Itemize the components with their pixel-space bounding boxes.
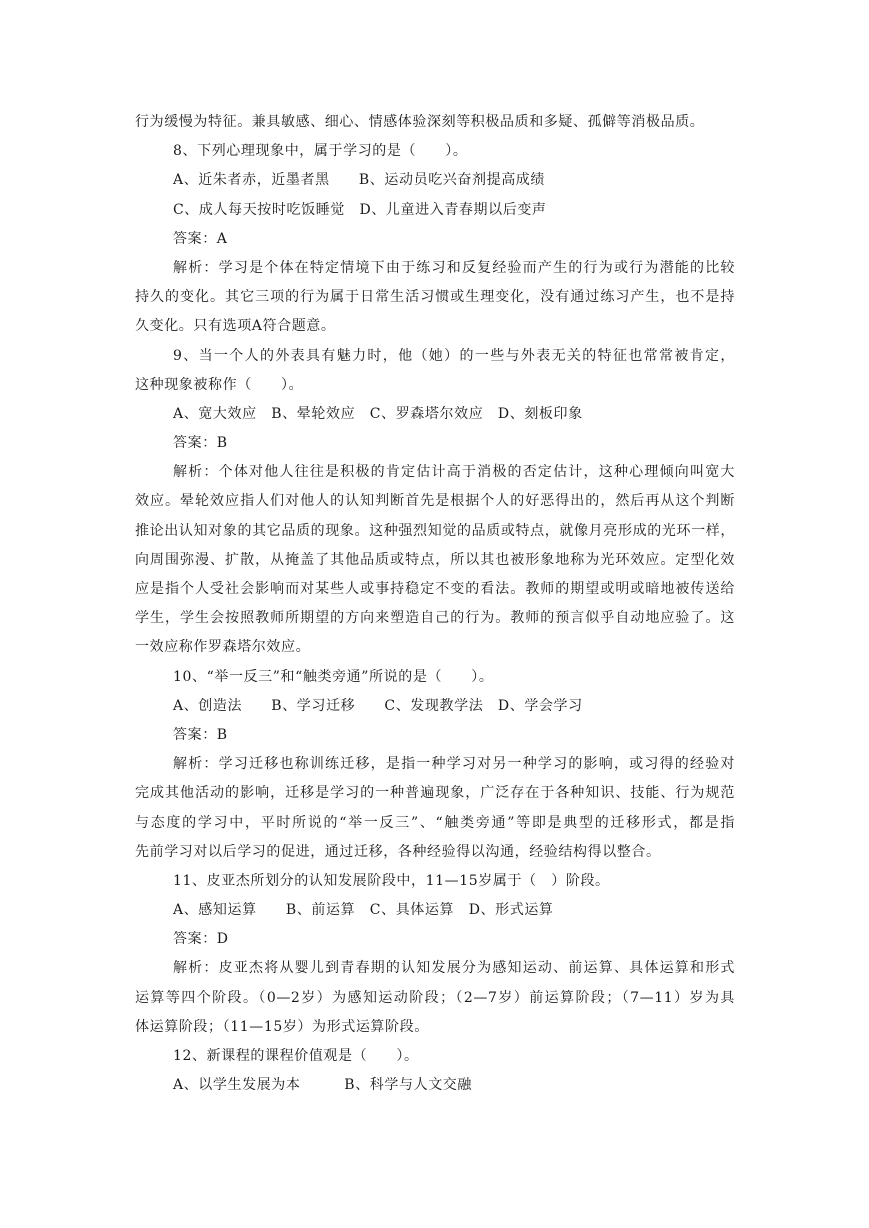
text-line: 与态度的学习中，平时所说的“举一反三”、“触类旁通”等即是典型的迁移形式，都是指: [135, 814, 735, 831]
text-line: 解析：学习迁移也称训练迁移，是指一种学习对另一种学习的影响，或习得的经验对: [173, 756, 735, 773]
text-line: 完成其他活动的影响，迁移是学习的一种普遍现象，广泛存在于各种知识、技能、行为规范: [135, 785, 735, 802]
text-line: 答案：B: [173, 435, 228, 452]
text-line: 向周围弥漫、扩散，从掩盖了其他品质或特点，所以其也被形象地称为光环效应。定型化效: [135, 551, 735, 568]
text-line: 解析：个体对他人往往是积极的肯定估计高于消极的否定估计，这种心理倾向叫宽大: [173, 464, 735, 481]
text-line: A、以学生发展为本 B、科学与人文交融: [173, 1077, 472, 1094]
text-line: 效应。晕轮效应指人们对他人的认知判断首先是根据个人的好恶得出的，然后再从这个判断: [135, 493, 735, 510]
text-line: 行为缓慢为特征。兼具敏感、细心、情感体验深刻等积极品质和多疑、孤僻等消极品质。: [135, 114, 705, 130]
text-line: 推论出认知对象的其它品质的现象。这种强烈知觉的品质或特点，就像月亮形成的光环一样，: [135, 522, 735, 539]
text-line: A、创造法 B、学习迁移 C、发现教学法 D、学会学习: [173, 697, 583, 714]
document-page: [135, 108, 735, 1100]
text-line: A、近朱者赤，近墨者黑 B、运动员吃兴奋剂提高成绩: [173, 172, 545, 189]
text-line: 答案：D: [173, 931, 229, 948]
text-line: 8、下列心理现象中，属于学习的是（ ）。: [173, 143, 468, 160]
text-line: A、感知运算 B、前运算 C、具体运算 D、形式运算: [173, 902, 554, 919]
text-line: 一效应称作罗森塔尔效应。: [135, 639, 311, 656]
text-line: 答案：A: [173, 230, 228, 247]
text-line: 答案：B: [173, 726, 228, 743]
text-line: 这种现象被称作（ ）。: [135, 376, 304, 393]
text-line: 学生，学生会按照教师所期望的方向来塑造自己的行为。教师的预言似乎自动地应验了。这: [135, 610, 735, 627]
text-line: 应是指个人受社会影响而对某些人或事持稳定不变的看法。教师的期望或明或暗地被传送给: [135, 581, 735, 597]
text-line: 10、“举一反三”和“触类旁通”所说的是（ ）。: [173, 668, 494, 685]
text-line: A、宽大效应 B、晕轮效应 C、罗森塔尔效应 D、刻板印象: [173, 405, 583, 422]
text-line: 解析：皮亚杰将从婴儿到青春期的认知发展分为感知运动、前运算、具体运算和形式: [173, 960, 735, 977]
text-line: 久变化。只有选项A符合题意。: [135, 318, 336, 335]
text-line: 9、当一个人的外表具有魅力时，他（她）的一些与外表无关的特征也常常被肯定，: [173, 347, 735, 364]
text-line: 持久的变化。其它三项的行为属于日常生活习惯或生理变化，没有通过练习产生，也不是持: [135, 289, 735, 306]
text-line: 体运算阶段；（11—15岁）为形式运算阶段。: [135, 1018, 429, 1035]
text-line: 11、皮亚杰所划分的认知发展阶段中，11—15岁属于（ ）阶段。: [173, 872, 610, 889]
text-line: 解析：学习是个体在特定情境下由于练习和反复经验而产生的行为或行为潜能的比较: [173, 259, 735, 276]
text-line: 先前学习对以后学习的促进，通过迁移，各种经验得以沟通，经验结构得以整合。: [135, 843, 661, 860]
text-line: 12、新课程的课程价值观是（ ）。: [173, 1048, 419, 1064]
text-line: C、成人每天按时吃饭睡觉 D、儿童进入青春期以后变声: [173, 201, 547, 218]
text-line: 运算等四个阶段。（0—2岁）为感知运动阶段；（2—7岁）前运算阶段；（7—11）岁为具: [135, 989, 735, 1006]
